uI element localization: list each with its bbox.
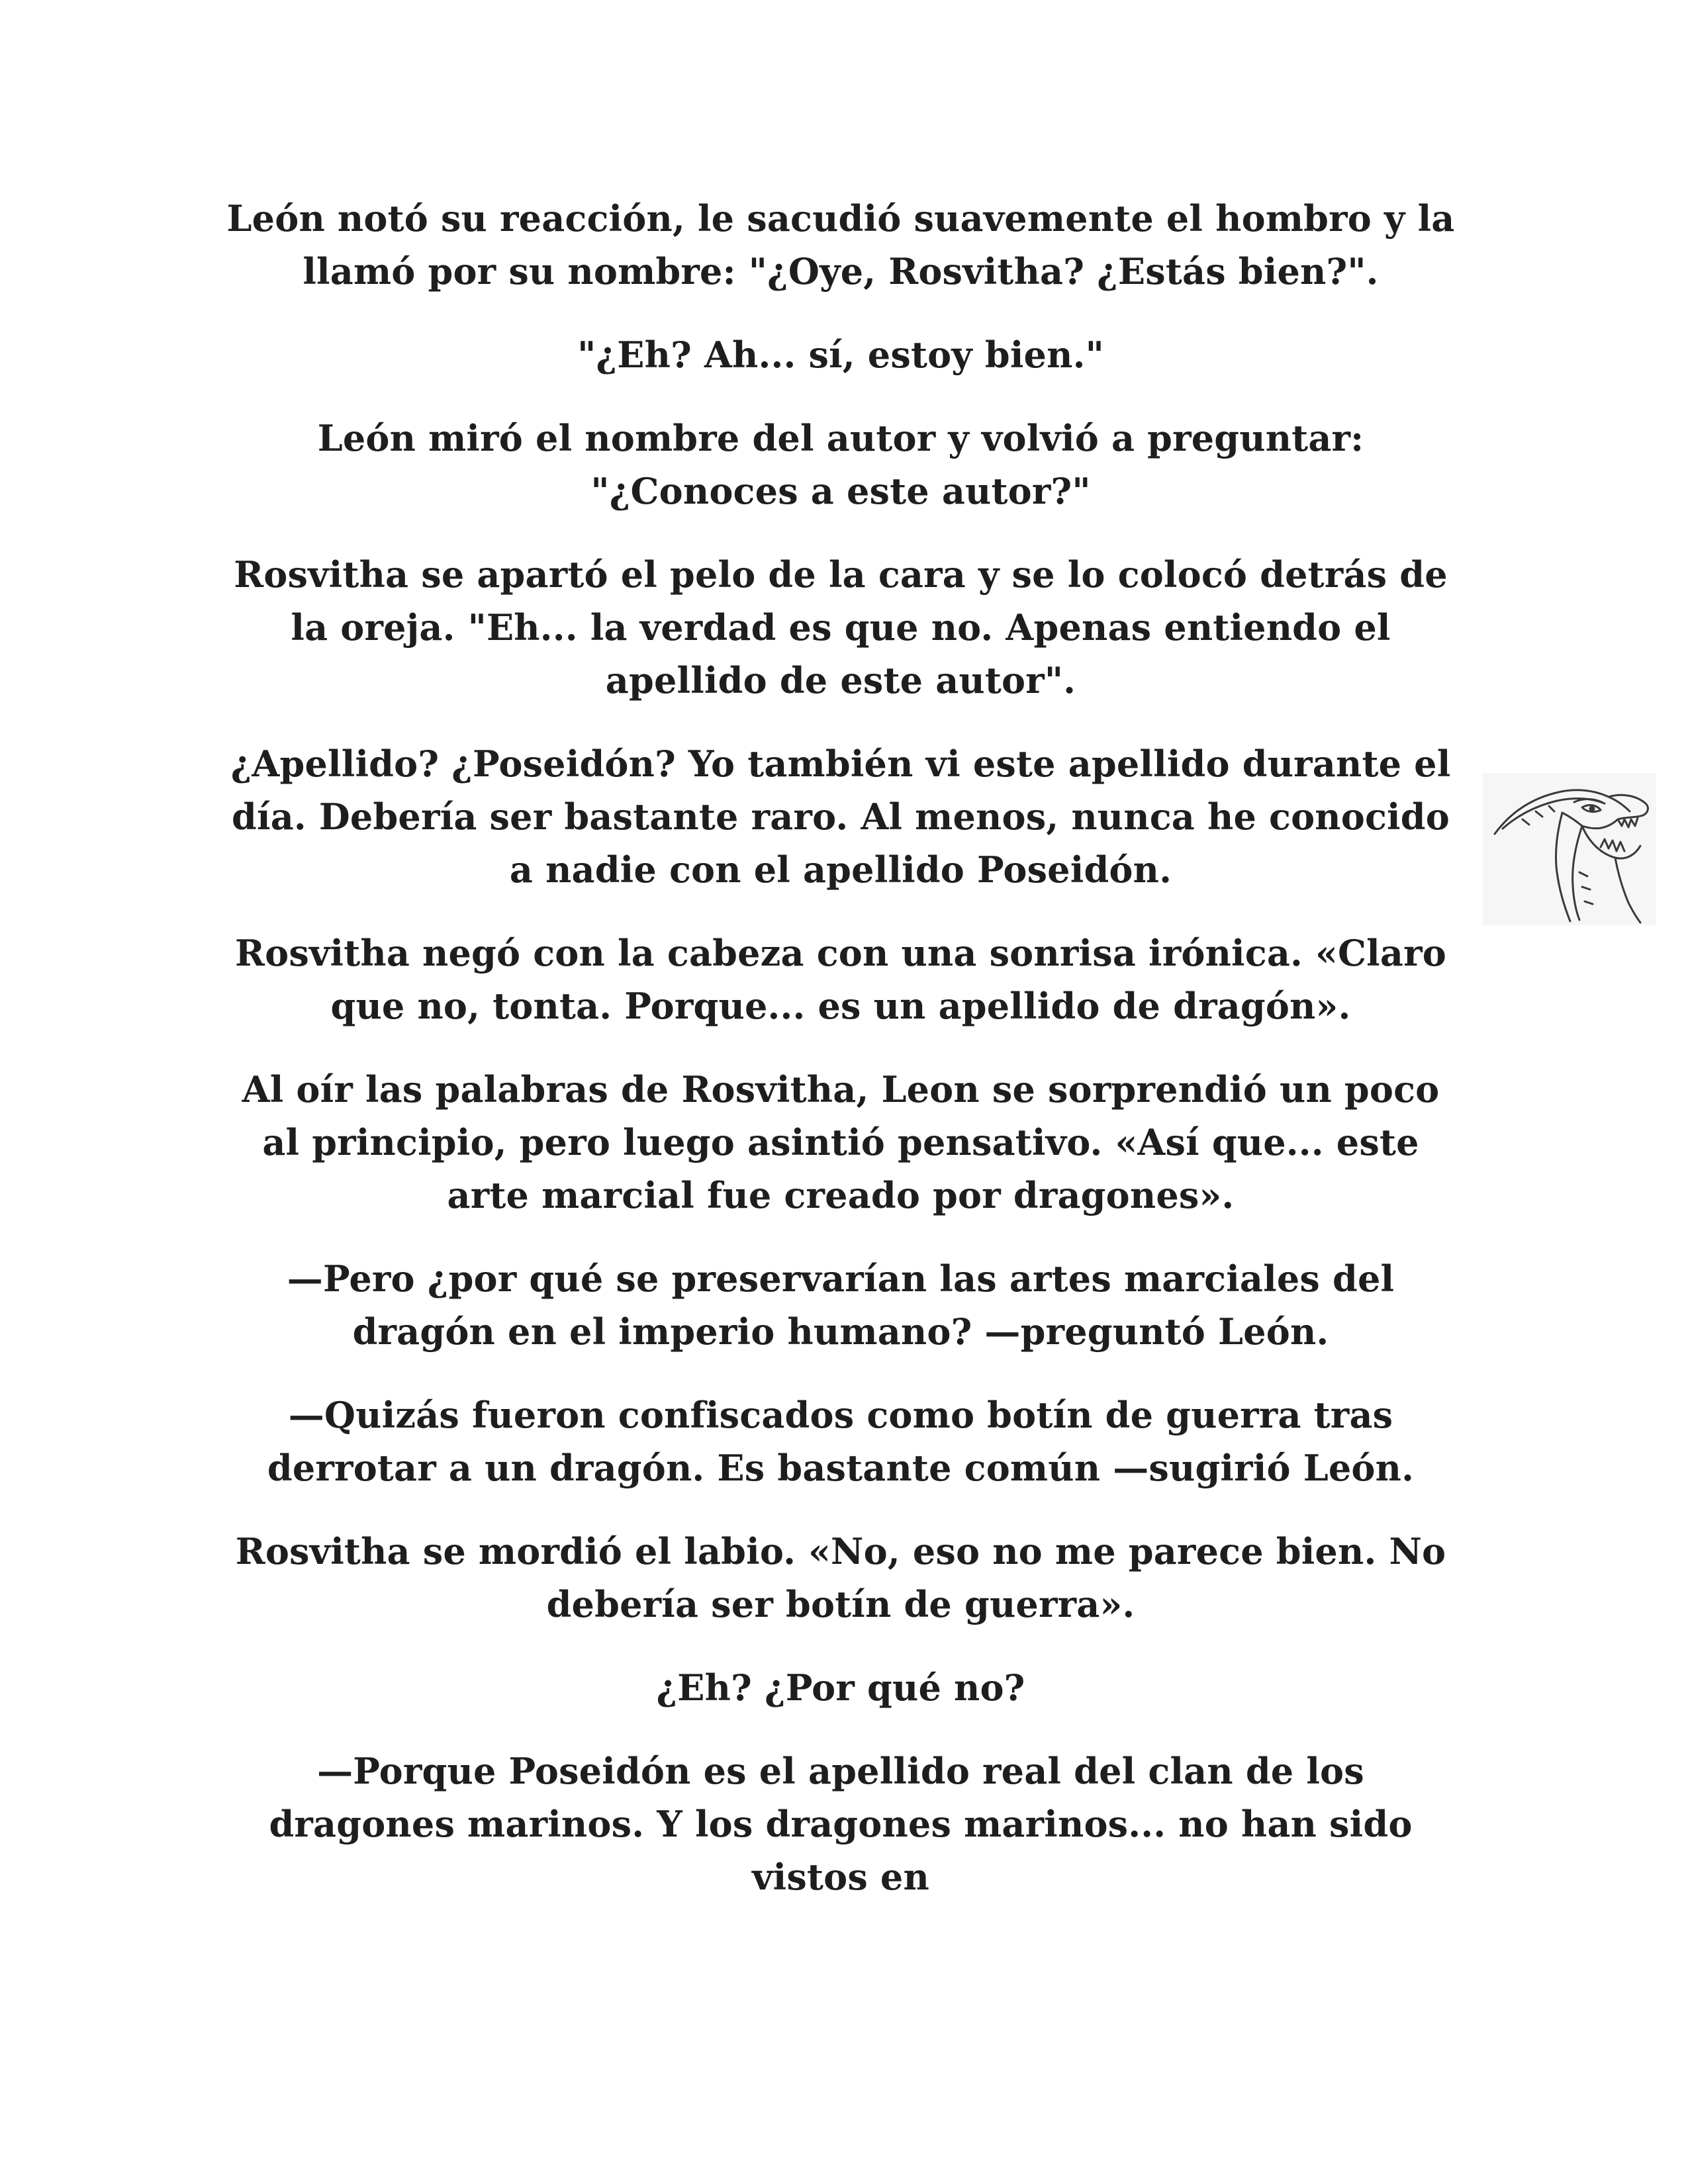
paragraph: Al oír las palabras de Rosvitha, Leon se sorprendió un poco al principio, pero luego asintió pensativo. «Así que... este arte marcial fue creado por dragones». <box>242 1068 1440 1216</box>
paragraph: Rosvitha se mordió el labio. «No, eso no me parece bien. No debería ser botín de guerra». <box>235 1530 1446 1625</box>
paragraph: —Pero ¿por qué se preservarían las artes marciales del dragón en el imperio humano? —preguntó León. <box>287 1257 1395 1353</box>
body-text <box>218 192 1463 1934</box>
dragon-head-sketch-icon <box>1483 773 1656 925</box>
paragraph: Rosvitha se apartó el pelo de la cara y se lo colocó detrás de la oreja. "Eh... la verdad es que no. Apenas entiendo el apellido de este autor". <box>234 553 1448 702</box>
paragraph: ¿Apellido? ¿Poseidón? Yo también vi este apellido durante el día. Debería ser bastante raro. Al menos, nunca he conocido a nadie con el apellido Poseidón. <box>230 743 1451 891</box>
paragraph: Rosvitha negó con la cabeza con una sonrisa irónica. «Claro que no, tonta. Porque... es un apellido de dragón». <box>235 932 1446 1027</box>
paragraph: León miró el nombre del autor y volvió a preguntar: "¿Conoces a este autor?" <box>317 417 1364 512</box>
paragraph: —Porque Poseidón es el apellido real del clan de los dragones marinos. Y los dragones marinos... no han sido vistos en <box>269 1750 1413 1898</box>
paragraph: —Quizás fueron confiscados como botín de guerra tras derrotar a un dragón. Es bastante común —sugirió León. <box>267 1394 1415 1489</box>
paragraph: "¿Eh? Ah... sí, estoy bien." <box>577 334 1104 376</box>
paragraph: ¿Eh? ¿Por qué no? <box>656 1666 1025 1709</box>
paragraph: León notó su reacción, le sacudió suavemente el hombro y la llamó por su nombre: "¿Oye, Rosvitha? ¿Estás bien?". <box>226 197 1455 293</box>
